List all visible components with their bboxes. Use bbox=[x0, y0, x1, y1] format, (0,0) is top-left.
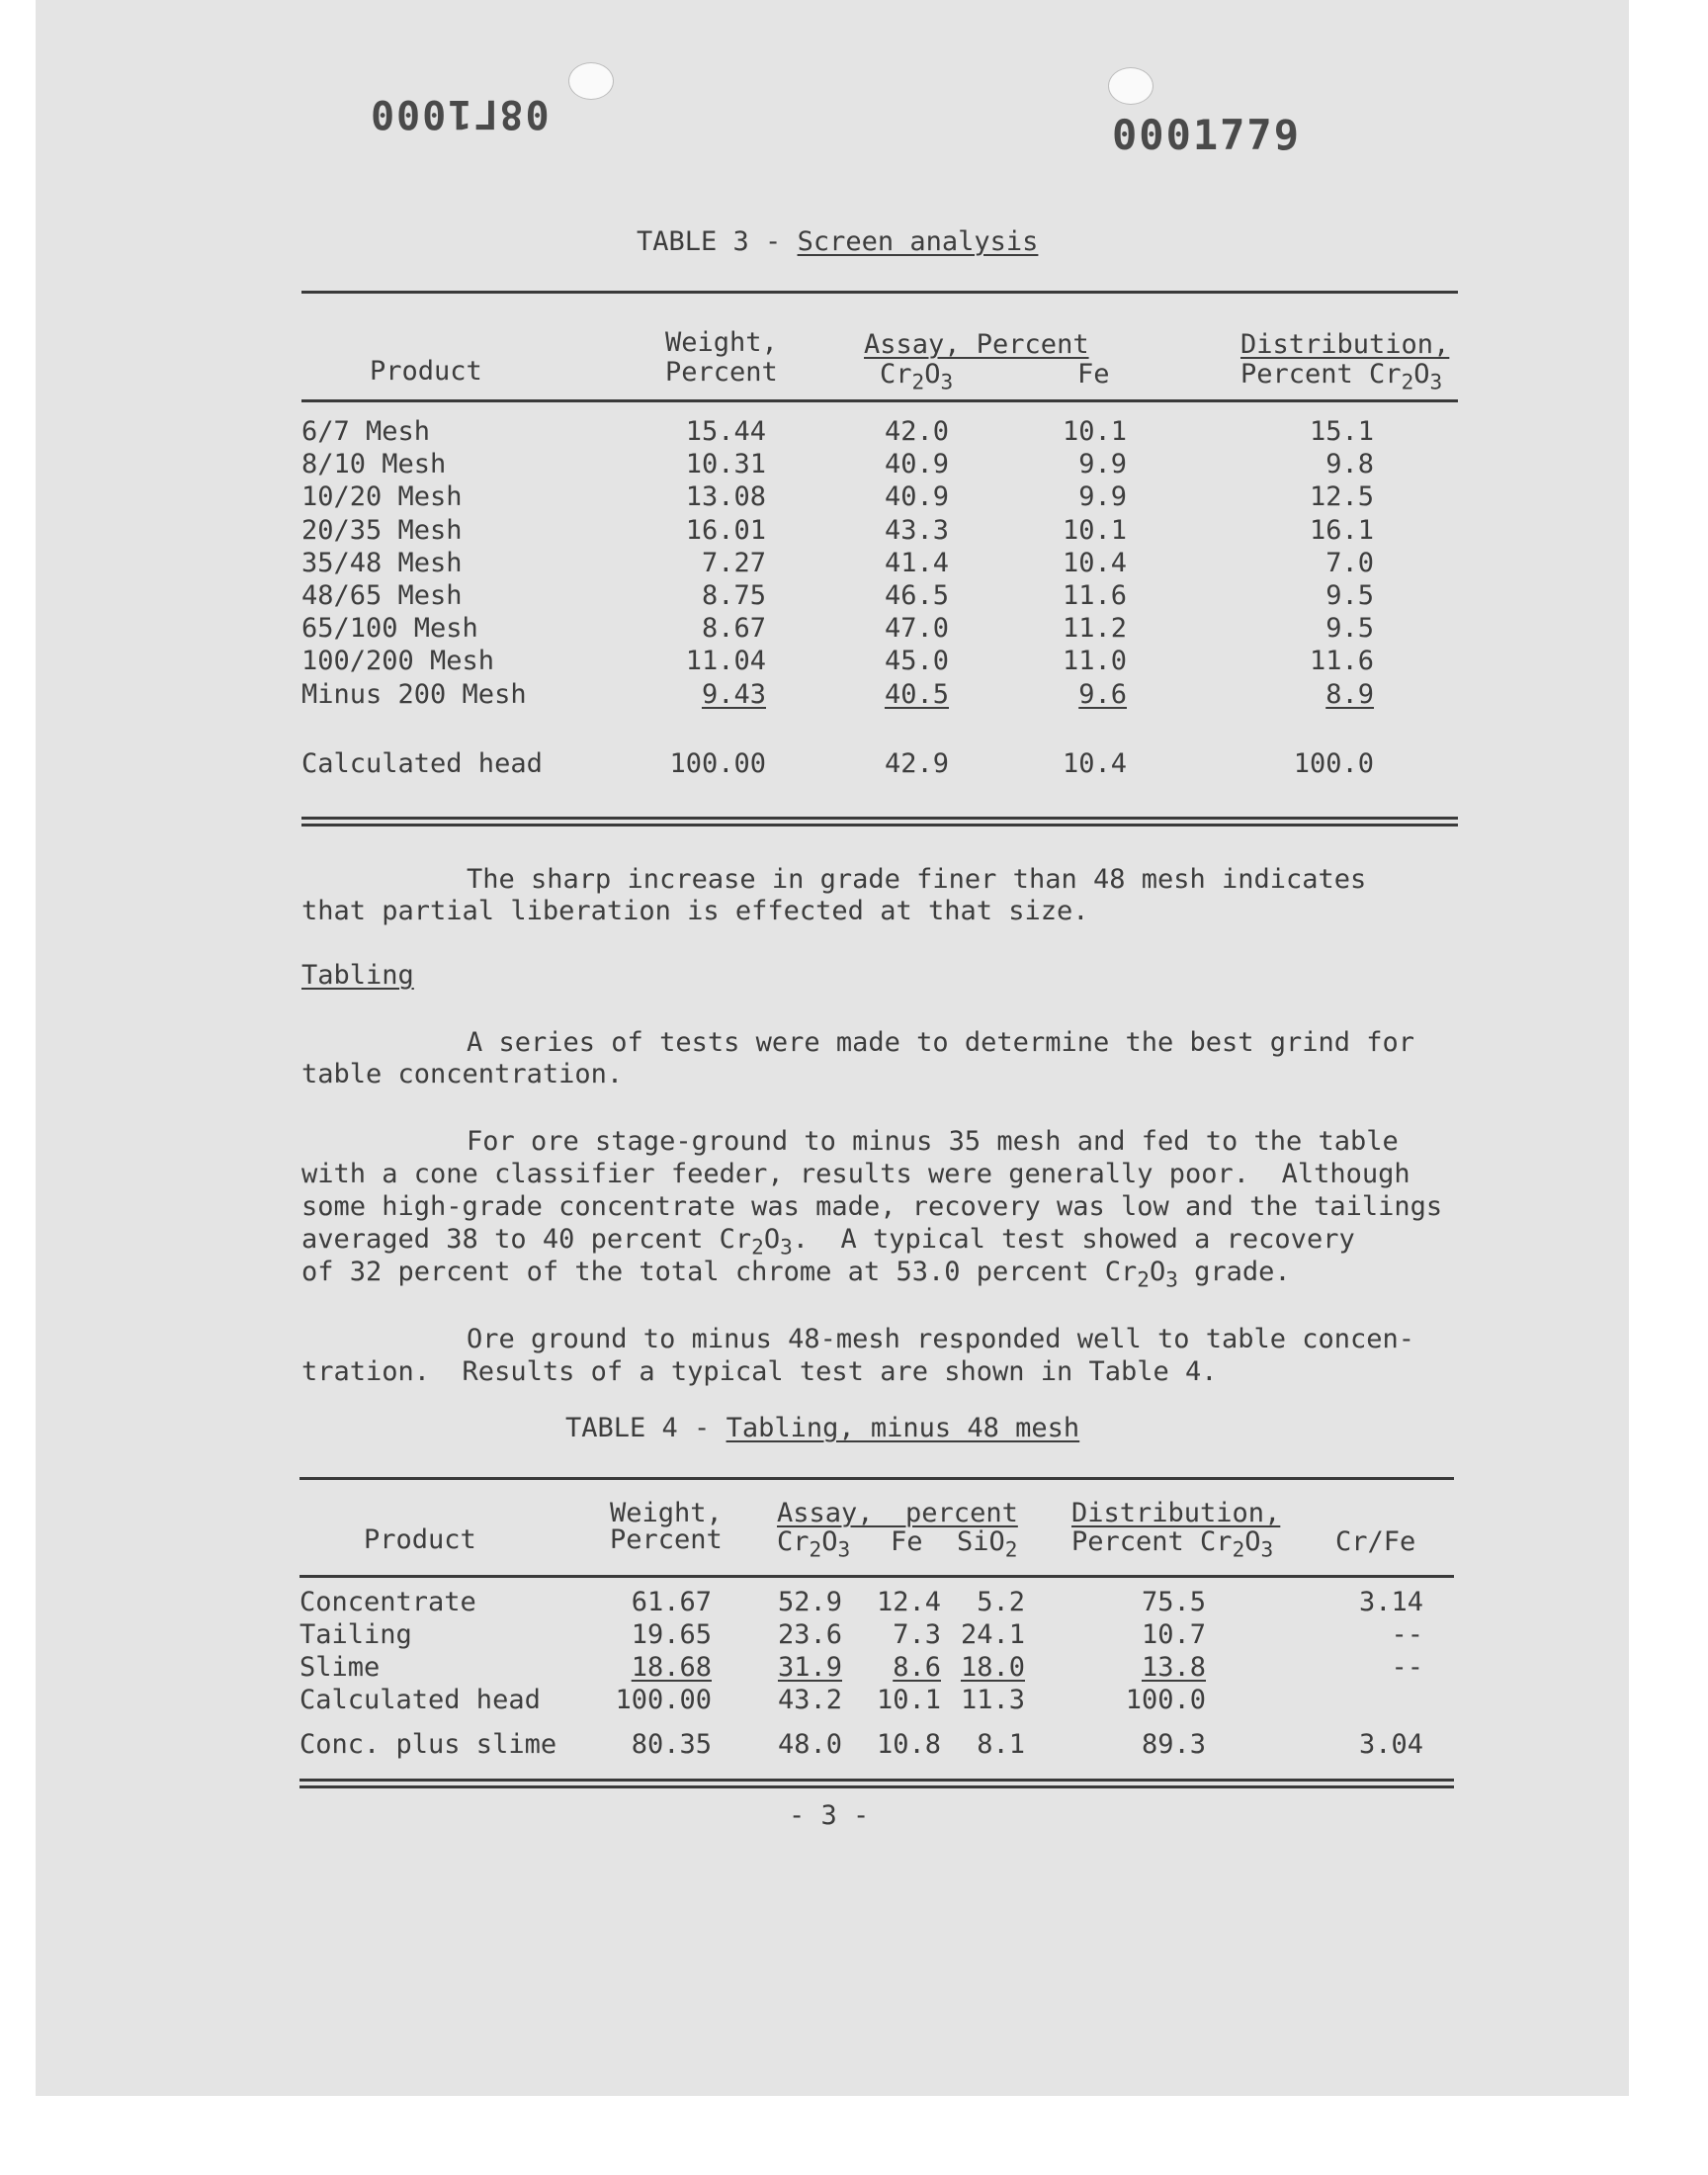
table3-header-weight-line1: Weight, bbox=[665, 327, 778, 358]
table3-cell-cr2o3: 45.0 bbox=[884, 646, 949, 676]
table4-cell-product: Slime bbox=[299, 1652, 381, 1683]
table3-bottom-rule-2 bbox=[301, 824, 1458, 826]
section-heading-tabling: Tabling bbox=[301, 960, 414, 991]
table3-cell-product: 35/48 Mesh bbox=[301, 548, 463, 578]
table4-cell-dist: 75.5 bbox=[1141, 1587, 1206, 1617]
table4-cell-weight: 100.00 bbox=[615, 1685, 712, 1715]
table3-cell-weight: 13.08 bbox=[685, 481, 766, 512]
table4-cell-fe: 8.6 bbox=[893, 1652, 941, 1683]
table4-header-product: Product bbox=[364, 1524, 476, 1555]
table3-cell-weight: 8.67 bbox=[701, 613, 766, 644]
table3-cell-weight: 7.27 bbox=[701, 548, 766, 578]
table3-cell-dist: 8.9 bbox=[1325, 679, 1374, 710]
table3-cell-dist: 9.8 bbox=[1325, 449, 1374, 479]
table3-bottom-rule-1 bbox=[301, 817, 1458, 820]
table3-header-weight-line2: Percent bbox=[665, 357, 778, 388]
table3-header-dist-line2: Percent $Cr_2O_3$ bbox=[1240, 359, 1443, 394]
table3-cell-cr2o3: 41.4 bbox=[884, 548, 949, 578]
table4-cell-fe: 10.1 bbox=[876, 1685, 941, 1715]
table3-header-rule bbox=[301, 399, 1458, 402]
table3-cell-product: 20/35 Mesh bbox=[301, 515, 463, 546]
table3-cell-fe: 10.1 bbox=[1062, 416, 1127, 447]
table3-cell-weight: 100.00 bbox=[669, 748, 766, 779]
table4-cell-dist: 13.8 bbox=[1141, 1652, 1206, 1683]
table3-cell-fe: 11.6 bbox=[1062, 580, 1127, 611]
table4-cell-cr2o3: 48.0 bbox=[777, 1729, 842, 1760]
table3-cell-product: 10/20 Mesh bbox=[301, 481, 463, 512]
table3-cell-product: 6/7 Mesh bbox=[301, 416, 431, 447]
table4-header-weight-line2: Percent bbox=[610, 1524, 723, 1555]
table3-cell-fe: 11.2 bbox=[1062, 613, 1127, 644]
table4-cell-sio2: 8.1 bbox=[977, 1729, 1025, 1760]
table3-cell-weight: 9.43 bbox=[701, 679, 766, 710]
table4-cell-fe: 10.8 bbox=[876, 1729, 941, 1760]
table3-cell-cr2o3: 40.5 bbox=[884, 679, 949, 710]
table4-cell-sio2: 24.1 bbox=[960, 1619, 1025, 1650]
table3-cell-cr2o3: 47.0 bbox=[884, 613, 949, 644]
table3-cell-product: Calculated head bbox=[301, 748, 543, 779]
table3-cell-fe: 10.1 bbox=[1062, 515, 1127, 546]
paragraph-3-line-1: For ore stage-ground to minus 35 mesh and fed to the table bbox=[467, 1126, 1399, 1157]
table4-cell-crfe: -- bbox=[1391, 1652, 1423, 1683]
table3-cell-weight: 16.01 bbox=[685, 515, 766, 546]
table3-cell-product: 8/10 Mesh bbox=[301, 449, 447, 479]
table4-cell-sio2: 11.3 bbox=[960, 1685, 1025, 1715]
table3-cell-cr2o3: 40.9 bbox=[884, 449, 949, 479]
table3-cell-fe: 9.9 bbox=[1078, 449, 1127, 479]
table4-cell-cr2o3: 23.6 bbox=[777, 1619, 842, 1650]
table3-cell-product: 65/100 Mesh bbox=[301, 613, 478, 644]
table4-cell-crfe: -- bbox=[1391, 1619, 1423, 1650]
table4-cell-cr2o3: 43.2 bbox=[777, 1685, 842, 1715]
table3-top-rule bbox=[301, 291, 1458, 294]
document-id-stamp-right: 0001779 bbox=[1112, 111, 1302, 159]
table4-cell-weight: 61.67 bbox=[631, 1587, 712, 1617]
table4-cell-dist: 10.7 bbox=[1141, 1619, 1206, 1650]
table4-cell-fe: 7.3 bbox=[893, 1619, 941, 1650]
table4-top-rule bbox=[299, 1477, 1454, 1480]
table3-cell-weight: 10.31 bbox=[685, 449, 766, 479]
table4-header-sio2: SiO$_2$ bbox=[957, 1526, 1018, 1562]
table4-cell-crfe: 3.14 bbox=[1358, 1587, 1423, 1617]
table4-cell-sio2: 18.0 bbox=[960, 1652, 1025, 1683]
table3-cell-cr2o3: 42.0 bbox=[884, 416, 949, 447]
punch-hole-right bbox=[1108, 67, 1153, 105]
table4-bottom-rule-1 bbox=[299, 1779, 1454, 1782]
table3-cell-fe: 9.9 bbox=[1078, 481, 1127, 512]
table3-cell-dist: 16.1 bbox=[1309, 515, 1374, 546]
table4-cell-cr2o3: 31.9 bbox=[777, 1652, 842, 1683]
table4-cell-product: Conc. plus slime bbox=[299, 1729, 557, 1760]
table3-cell-dist: 9.5 bbox=[1325, 613, 1374, 644]
punch-hole-left bbox=[568, 62, 614, 100]
paragraph-2-line-1: A series of tests were made to determine the best grind for bbox=[467, 1027, 1415, 1058]
table3-header-cr2o3: $Cr_2O_3$ bbox=[880, 359, 954, 394]
table3-cell-fe: 11.0 bbox=[1062, 646, 1127, 676]
table4-cell-product: Concentrate bbox=[299, 1587, 476, 1617]
table3-cell-weight: 8.75 bbox=[701, 580, 766, 611]
table4-cell-product: Calculated head bbox=[299, 1685, 541, 1715]
table3-cell-dist: 7.0 bbox=[1325, 548, 1374, 578]
table4-header-rule bbox=[299, 1575, 1454, 1578]
table4-cell-weight: 19.65 bbox=[631, 1619, 712, 1650]
paragraph-3-line-5: of 32 percent of the total chrome at 53.0 percent $Cr_2O_3$ grade. bbox=[301, 1257, 1291, 1292]
table3-cell-cr2o3: 46.5 bbox=[884, 580, 949, 611]
paragraph-1-line-2: that partial liberation is effected at that size. bbox=[301, 896, 1089, 926]
table4-bottom-rule-2 bbox=[299, 1785, 1454, 1788]
table3-cell-product: Minus 200 Mesh bbox=[301, 679, 527, 710]
table4-title: TABLE 4 - Tabling, minus 48 mesh bbox=[565, 1413, 1080, 1443]
table4-header-dist-line2: Percent $Cr_2O_3$ bbox=[1071, 1526, 1274, 1562]
table3-cell-dist: 11.6 bbox=[1309, 646, 1374, 676]
table4-header-cr2o3: $Cr_2O_3$ bbox=[777, 1526, 851, 1562]
paragraph-4-line-2: tration. Results of a typical test are shown in Table 4. bbox=[301, 1356, 1218, 1387]
table3-cell-dist: 9.5 bbox=[1325, 580, 1374, 611]
paragraph-3-line-3: some high-grade concentrate was made, recovery was low and the tailings bbox=[301, 1191, 1443, 1222]
table4-cell-weight: 18.68 bbox=[631, 1652, 712, 1683]
table4-cell-sio2: 5.2 bbox=[977, 1587, 1025, 1617]
table3-header-product: Product bbox=[370, 356, 482, 387]
table4-header-fe: Fe bbox=[891, 1526, 923, 1557]
table3-cell-fe: 9.6 bbox=[1078, 679, 1127, 710]
table3-cell-weight: 15.44 bbox=[685, 416, 766, 447]
paragraph-2-line-2: table concentration. bbox=[301, 1059, 624, 1089]
paragraph-3-line-4: averaged 38 to 40 percent $Cr_2O_3$. A typical test showed a recovery bbox=[301, 1224, 1355, 1260]
table3-cell-fe: 10.4 bbox=[1062, 548, 1127, 578]
table3-cell-cr2o3: 40.9 bbox=[884, 481, 949, 512]
paragraph-4-line-1: Ore ground to minus 48-mesh responded well to table concen- bbox=[467, 1324, 1415, 1354]
paragraph-1-line-1: The sharp increase in grade finer than 48 mesh indicates bbox=[467, 864, 1367, 895]
table3-cell-cr2o3: 42.9 bbox=[884, 748, 949, 779]
document-id-stamp-left: 08Г1000 bbox=[369, 91, 550, 136]
table4-cell-fe: 12.4 bbox=[876, 1587, 941, 1617]
page-number: - 3 - bbox=[789, 1800, 870, 1831]
table3-cell-cr2o3: 43.3 bbox=[884, 515, 949, 546]
table3-cell-product: 48/65 Mesh bbox=[301, 580, 463, 611]
paragraph-3-line-2: with a cone classifier feeder, results were generally poor. Although bbox=[301, 1159, 1410, 1189]
table4-header-crfe: Cr/Fe bbox=[1335, 1526, 1416, 1557]
table3-cell-dist: 15.1 bbox=[1309, 416, 1374, 447]
table4-cell-product: Tailing bbox=[299, 1619, 412, 1650]
table4-cell-dist: 89.3 bbox=[1141, 1729, 1206, 1760]
table3-header-dist-line1: Distribution, bbox=[1240, 329, 1450, 360]
table3-cell-dist: 12.5 bbox=[1309, 481, 1374, 512]
table4-cell-cr2o3: 52.9 bbox=[777, 1587, 842, 1617]
table4-cell-weight: 80.35 bbox=[631, 1729, 712, 1760]
table3-header-assay: Assay, Percent bbox=[864, 329, 1089, 360]
table3-header-fe: Fe bbox=[1077, 359, 1110, 390]
table4-header-assay: Assay, percent bbox=[777, 1498, 1018, 1528]
table3-title: TABLE 3 - Screen analysis bbox=[637, 226, 1039, 257]
table4-header-dist-line1: Distribution, bbox=[1071, 1498, 1281, 1528]
table4-header-weight-line1: Weight, bbox=[610, 1498, 723, 1528]
table4-cell-dist: 100.0 bbox=[1125, 1685, 1206, 1715]
table4-cell-crfe: 3.04 bbox=[1358, 1729, 1423, 1760]
table3-cell-dist: 100.0 bbox=[1293, 748, 1374, 779]
table3-cell-weight: 11.04 bbox=[685, 646, 766, 676]
table3-cell-product: 100/200 Mesh bbox=[301, 646, 495, 676]
table3-cell-fe: 10.4 bbox=[1062, 748, 1127, 779]
